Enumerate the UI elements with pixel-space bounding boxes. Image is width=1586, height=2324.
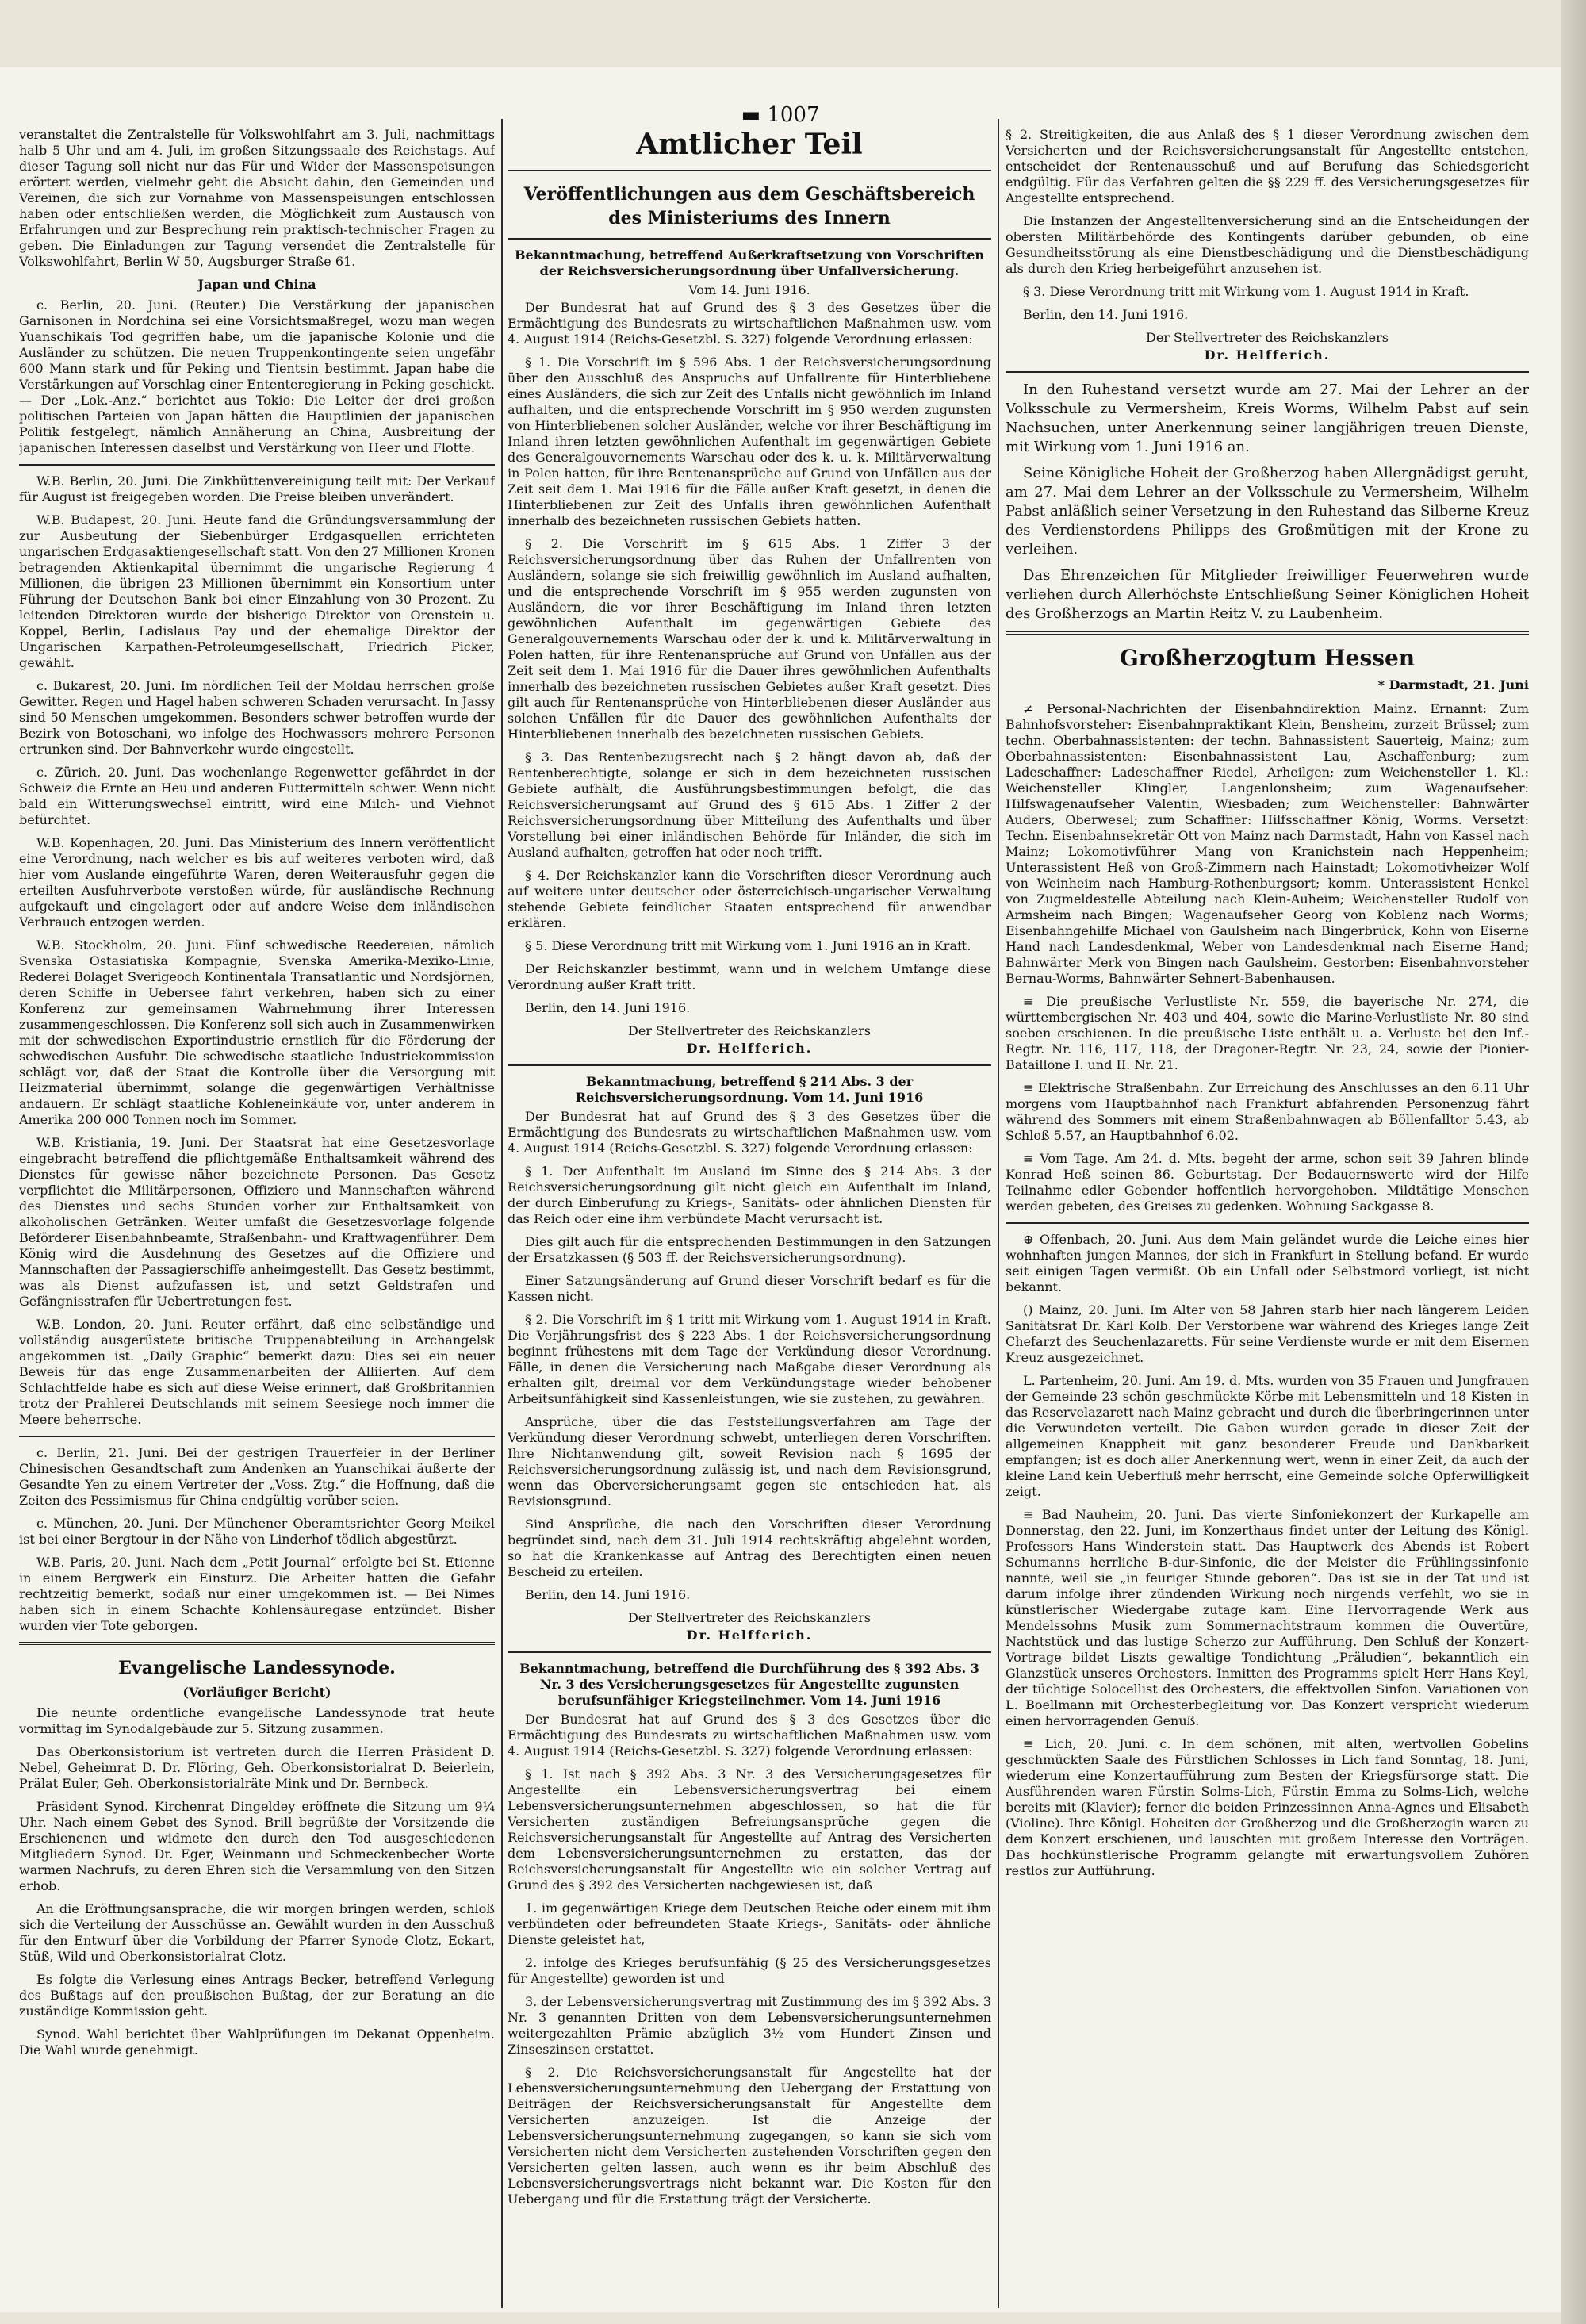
notice-title: Bekanntmachung, betreffend § 214 Abs. 3 der Reichsversicherungsordnung. Vom 14. Juni 1916: [575, 1074, 924, 1105]
notice-paragraph: § 5. Diese Verordnung tritt mit Wirkung vom 1. Juni 1916 an in Kraft.: [525, 938, 971, 953]
article-paragraph: c. Berlin, 21. Juni. Bei der gestrigen Trauerfeier in der Berliner Chinesischen Gesandtschaft zum Andenken an Yuanschikai äußerte der Gesandte Yen zu einem Vertreter der „Voss. Ztg.“ die Hoffnung, daß die Zeiten des Pessimismus für China endgültig vorüber seien.: [19, 1445, 495, 1508]
article-paragraph: Das Oberkonsistorium ist vertreten durch die Herren Präsident D. Nebel, Geheimrat D. Dr. Flöring, Geh. Oberkonsistorialrat D. Beierlein, Prälat Euler, Geh. Oberkonsistorialräte Mink und Dr. Bernbeck.: [19, 1744, 495, 1791]
column-right: [1006, 127, 1529, 2300]
article-paragraph: Die neunte ordentliche evangelische Landessynode trat heute vormittag im Synodalgebäude zur 5. Sitzung zusammen.: [19, 1705, 495, 1736]
notice-paragraph: Der Reichskanzler bestimmt, wann und in welchem Umfange diese Verordnung außer Kraft tritt.: [508, 961, 991, 992]
article-paragraph: ⊕ Offenbach, 20. Juni. Aus dem Main geländet wurde die Leiche eines hier wohnhaften jungen Mannes, der sich in Frankfurt in Stellung befand. Er wurde seit einigen Tagen vermißt. Ob ein Unfall oder Selbstmord vorliegt, ist nicht bekannt.: [1006, 1232, 1529, 1294]
double-divider: [19, 1642, 495, 1645]
article-paragraph: In den Ruhestand versetzt wurde am 27. Mai der Lehrer an der Volksschule zu Vermersheim, Kreis Worms, Wilhelm Pabst auf sein Nachsuchen, unter Anerkennung seiner langjährigen treuen Dienste, mit Wirkung vom 1. Juni 1916 an.: [1006, 382, 1529, 455]
notice-paragraph: § 2. Die Reichsversicherungsanstalt für Angestellte hat der Lebensversicherungsunternehmung den Uebergang der Erstattung von Beiträgen der Reichsversicherungsanstalt für Angestellte dem Versicherten anzuzeigen. Ist die Anzeige der Lebensversicherungsunternehmung zugegangen, so kann sie sich vom Versicherten nicht dem Versicherten zustehenden Vorschriften gegen den Versicherten gelten lassen, auch wenn es ihr beim Abschluß des Lebensversicherungsvertrags nicht bekannt war. Die Kosten für den Uebergang und für die Erstattung trägt der Versicherte.: [508, 2065, 991, 2207]
notice-paragraph: Der Bundesrat hat auf Grund des § 3 des Gesetzes über die Ermächtigung des Bundesrats zu wirtschaftlichen Maßnahmen usw. vom 4. August 1914 (Reichs-Gesetzbl. S. 327) folgende Verordnung erlassen:: [508, 1109, 991, 1156]
article-paragraph: veranstaltet die Zentralstelle für Volkswohlfahrt am 3. Juli, nachmittags halb 5 Uhr und am 4. Juli, im großen Sitzungssaale des Reichstags. Auf dieser Tagung soll nicht nur das Für und Wider der Massenspeisungen erörtert werden, vielmehr geht die Absicht dahin, den Gemeinden und Vereinen, die sich zur Vornahme von Massenspeisungen entschlossen haben oder entschließen werden, die Möglichkeit zum Austausch von Erfahrungen und zur Besprechung rein praktisch-technischer Fragen zu geben. Die Einladungen zur Tagung versendet die Zentralstelle für Volkswohlfahrt, Berlin W 50, Augsburger Straße 61.: [19, 127, 495, 269]
column-left: [19, 127, 495, 2300]
page-number: ▬ 1007: [741, 103, 820, 127]
notice-paragraph: Dies gilt auch für die entsprechenden Bestimmungen in den Satzungen der Ersatzkassen (§ 503 ff. der Reichsversicherungsordnung).: [508, 1234, 991, 1265]
article-paragraph: ≡ Bad Nauheim, 20. Juni. Das vierte Sinfoniekonzert der Kurkapelle am Donnerstag, den 22. Juni, im Konzerthaus findet unter der Leitung des Königl. Professors Hans Winderstein statt. Das Hauptwerk des Abends ist Robert Schumanns herrliche B-dur-Sinfonie, die der Meister die Frühlingssinfonie nannte, weil sie „in feuriger Stunde geboren“. Das ist sie in der Tat und ist darum infolge ihrer zündenden Wirkung noch nirgends verfehlt, wo sie in künstlerischer Wiedergabe zutage kam. Eine Hervorragende Werk aus Mendelssohns Musik zum Sommernachtstraum kommen die Ouvertüre, Nachtstück und das lustige Scherzo zur Aufführung. Den Schluß der Konzert-Vortrage bildet Liszts gewaltige Tondichtung „Präludien“, bekanntlich ein Glanzstück unseres Orchesters. Inmitten des Programms spielt Herr Hans Keyl, der tüchtige Solocellist des Orchesters, die effektvollen Sinfon. Variationen von L. Boellmann mit Orchesterbegleitung vor. Das Konzert verspricht wiederum einen hervorragenden Genuß.: [1006, 1507, 1529, 1728]
article-paragraph: Seine Königliche Hoheit der Großherzog haben Allergnädigst geruht, am 27. Mai dem Lehrer an der Volksschule zu Vermersheim, Wilhelm Pabst anläßlich seiner Versetzung in den Ruhestand das Silberne Kreuz des Verdienstordens Philipps des Großmütigen mit der Krone zu verleihen.: [1006, 465, 1529, 558]
section-heading-japan-china: Japan und China: [197, 277, 316, 292]
article-paragraph: c. Berlin, 20. Juni. (Reuter.) Die Verstärkung der japanischen Garnisonen in Nordchina sei eine Vorsichtsmaßregel, wozu man wegen Yuanschikais Tod gegriffen habe, um die japanische Kolonie und die Ausländer zu schützen. Die neuen Truppenkontingente seien ungefähr 600 Mann stark und für Peking und Tientsin bestimmt. Japan habe die Verstärkungen auf Vorschlag einer Ententeregierung in Peking geschickt. — Der „Lok.-Anz.“ berichtet aus Tokio: Die Leiter der drei großen politischen Parteien von Japan hätten die Hauptlinien der japanischen Politik festgelegt, nämlich Annäherung an China, Ausbreitung der japanischen Interessen daselbst und Verstärkung von Heer und Flotte.: [19, 297, 495, 455]
article-paragraph: ≠ Personal-Nachrichten der Eisenbahndirektion Mainz. Ernannt: Zum Bahnhofsvorsteher: Eisenbahnpraktikant Klein, Bensheim, zurzeit Brüssel; zum techn. Oberbahnassistenten: der techn. Bahnassistent Sauerteig, Mainz; zum Oberbahnassistenten: Eisenbahnassistent Lau, Aschaffenburg; zum Ladeschaffner: Ladeschaffner Riedel, Arheilgen; zum Weichensteller 1. Kl.: Weichensteller Klingler, Langenlonsheim; zum Wagenaufseher: Hilfswagenaufseher Valentin, Wiesbaden; zum Weichensteller: Bahnwärter Auders, Oberwesel; zum Schaffner: Hilfsschaffner König, Worms. Versetzt: Techn. Eisenbahnsekretär Ott von Mainz nach Darmstadt, Hahn von Kassel nach Mainz; Lokomotivführer Mang von Kranichstein nach Heppenheim; Unterassistent Heß von Groß-Zimmern nach Hainstadt; Lokomotivheizer Wolf von Weinheim nach Hamburg-Rothenburgsort; komm. Unterassistent Henkel von Zugmeldestelle Abteilung nach Klein-Auheim; Weichensteller Rudolf von Armsheim nach Bingen; Wagenaufseher Georg von Koblenz nach Worms; Eisenbahngehilfe Michael von Gaulsheim nach Bingerbrück, Kohn von Eiserne Hand nach Landesdenkmal, Weber von Landesdenkmal nach Eiserne Hand; Bahnwärter Merk von Bingen nach Gaulsheim. Gestorben: Eisenbahnvorsteher Bernau-Worms, Bahnwärter Sehnert-Babenhausen.: [1006, 701, 1529, 986]
article-paragraph: W.B. Kristiania, 19. Juni. Der Staatsrat hat eine Gesetzesvorlage eingebracht betreffend die pflichtgemäße Enthaltsamkeit während des Dienstes für gewisse näher bezeichnete Personen. Das Gesetz verpflichtet die Militärpersonen, Offiziere und Mannschaften während des Dienstes und sechs Stunden vorher zur Enthaltsamkeit von alkoholischen Getränken. Weiter umfaßt die Gesetzesvorlage folgende Beförderer Eisenbahnbeamte, Straßenbahn- und Kraftwagenführer. Dem König wird die Ausdehnung des Gesetzes auf die Offiziere und Mannschaften der Passagierschiffe anheimgestellt. Das Gesetz bestimmt, was als Dienst aufzufassen ist, und setzt Geldstrafen und Gefängnisstrafen für Uebertretungen fest.: [19, 1135, 495, 1309]
section-subheading: (Vorläufiger Bericht): [182, 1685, 331, 1700]
notice-paragraph: § 2. Streitigkeiten, die aus Anlaß des § 1 dieser Verordnung zwischen dem Versicherten und der Reichsversicherungsanstalt für Angestellte entstehen, entscheidet der Rentenausschuß und auf Berufung das Schiedsgericht endgültig. Für das Verfahren gelten die §§ 229 ff. des Versicherungsgesetzes für Angestellte entsprechend.: [1006, 127, 1529, 205]
divider: [19, 1436, 495, 1437]
column-rule-left: [501, 119, 503, 2308]
notice-place-date: Berlin, den 14. Juni 1916.: [1023, 307, 1189, 322]
section-heading-amtlicher-teil: Amtlicher Teil: [636, 128, 863, 161]
divider: [1006, 371, 1529, 373]
article-paragraph: W.B. Berlin, 20. Juni. Die Zinkhüttenvereinigung teilt mit: Der Verkauf für August ist freigegeben worden. Die Preise bleiben unverändert.: [19, 474, 495, 504]
divider: [1006, 1222, 1529, 1224]
article-paragraph: () Mainz, 20. Juni. Im Alter von 58 Jahren starb hier nach längerem Leiden Sanitätsrat Dr. Karl Kolb. Der Verstorbene war während des Krieges lange Zeit Chefarzt des Seuchenlazaretts. Für seine Verdienste wurde er mit dem Eisernen Kreuz ausgezeichnet.: [1006, 1302, 1529, 1365]
notice-title: Bekanntmachung, betreffend Außerkraftsetzung von Vorschriften der Reichsversicherungsordnung über Unfallversicherung.: [515, 247, 984, 278]
article-paragraph: Präsident Synod. Kirchenrat Dingeldey eröffnete die Sitzung um 9¼ Uhr. Nach einem Gebet des Synod. Brill begrüßte der Vorsitzende die Erschienenen und widmete den durch den Tod ausgeschiedenen Mitgliedern Synod. Dr. Eger, Weinmann und Schmeckenbecher Worte warmen Nachrufs, zu deren Ehren sich die Versammlung von den Sitzen erhob.: [19, 1799, 495, 1893]
notice-paragraph: § 3. Diese Verordnung tritt mit Wirkung vom 1. August 1914 in Kraft.: [1023, 284, 1469, 299]
divider: [508, 170, 991, 171]
notice-paragraph: 2. infolge des Krieges berufsunfähig (§ 25 des Versicherungsgesetzes für Angestellte) geworden ist und: [508, 1955, 991, 1986]
article-paragraph: Es folgte die Verlesung eines Antrags Becker, betreffend Verlegung des Bußtags auf den preußischen Bußtag, der zur Beratung an die zuständige Kommission geht.: [19, 1972, 495, 2019]
divider: [19, 464, 495, 466]
notice-paragraph: 1. im gegenwärtigen Kriege dem Deutschen Reiche oder einem mit ihm verbündeten oder befreundeten Staate Kriegs-, Sanitäts- oder ähnliche Dienste geleistet hat,: [508, 1900, 991, 1947]
double-divider: [1006, 631, 1529, 635]
notice-paragraph: § 1. Die Vorschrift im § 596 Abs. 1 der Reichsversicherungsordnung über den Ausschluß des Anspruchs auf Unfallrente für Hinterbliebene eines Ausländers, die sich zur Zeit des Unfalls nicht gewöhnlich im Inland aufhalten, und die entsprechende Vorschrift im § 950 werden zugunsten von Hinterbliebenen solcher Ausländer, welche vor ihrer Beschäftigung im Inland ihren letzten gewöhnlichen Aufenthalt im gegenwärtigen Gebiete des Generalgouvernements Warschau oder des k. u. k. Militärverwaltung in Polen hatten, für ihre Rentenansprüche auf Grund von Unfällen aus der Zeit seit dem 1. Mai 1916 für die Fälle außer Kraft gesetzt, in denen die Hinterbliebenen zur Zeit des Unfalls ihren gewöhnlichen Aufenthalt innerhalb des bezeichneten russischen Gebiets hatten.: [508, 355, 991, 528]
article-paragraph: W.B. Budapest, 20. Juni. Heute fand die Gründungsversammlung der zur Ausbeutung der Siebenbürger Erdgasquellen errichteten ungarischen Erdgasaktiengesellschaft statt. Von den 27 Millionen Kronen betragenden Aktienkapital übernimmt die ungarische Regierung 4 Millionen, die übrigen 23 Millionen übernimmt ein Konsortium unter Führung der Deutschen Bank bei einer Einzahlung von 30 Prozent. Zu leitenden Direktoren wurde der bisherige Direktor von Orenstein u. Koppel, Berlin, Ladislaus Pay und der ehemalige Direktor der Ungarischen Karpathen-Petroleumgesellschaft, Friedrich Picker, gewählt.: [19, 512, 495, 670]
column-middle: [508, 127, 991, 2300]
dateline: * Darmstadt, 21. Juni: [1377, 677, 1529, 692]
divider: [508, 1064, 991, 1066]
notice-place-date: Berlin, den 14. Juni 1916.: [525, 1000, 691, 1015]
section-heading-landessynode: Evangelische Landessynode.: [118, 1658, 396, 1678]
article-paragraph: Synod. Wahl berichtet über Wahlprüfungen im Dekanat Oppenheim. Die Wahl wurde genehmigt.: [19, 2027, 495, 2057]
notice-paragraph: § 2. Die Vorschrift im § 615 Abs. 1 Ziffer 3 der Reichsversicherungsordnung über das Ruhen der Unfallrenten von Ausländern, solange sie sich freiwillig gewöhnlich im Ausland aufhalten, und die entsprechende Vorschrift im § 955 werden zugunsten von Ausländern, die vor ihrer Beschäftigung im Inland ihren letzten gewöhnlichen Aufenthalt im gegenwärtigen Gebiete des Generalgouvernements Warschau oder der k. und k. Militärverwaltung in Polen hatten, für ihre Rentenansprüche auf Grund von Unfällen aus der Zeit seit dem 1. Mai 1916 für die Dauer ihres gewöhnlichen Aufenthalts innerhalb des bezeichneten russischen Gebietes außer Kraft gesetzt. Dies gilt auch für Rentenansprüche von Hinterbliebenen dieser Ausländer aus solchen Unfällen für die Dauer des gewöhnlichen Aufenthalts der Hinterbliebenen innerhalb des bezeichneten russischen Gebiets.: [508, 536, 991, 742]
column-rule-right: [998, 119, 999, 2308]
notice-place-date: Berlin, den 14. Juni 1916.: [525, 1587, 691, 1602]
article-paragraph: W.B. Paris, 20. Juni. Nach dem „Petit Journal“ erfolgte bei St. Etienne in einem Bergwerk ein Einsturz. Die Arbeiter hatten die Gefahr rechtzeitig bemerkt, sodaß nur einer umgekommen ist. — Bei Nimes haben sich in einem Schachte Kohlensäuregase entzündet. Bisher wurden vier Tote geborgen.: [19, 1555, 495, 1633]
notice-paragraph: Ansprüche, über die das Feststellungsverfahren am Tage der Verkündung dieser Verordnung schwebt, unterliegen deren Vorschriften. Ihre Nichtanwendung gilt, soweit Revision nach § 1695 der Reichsversicherungsordnung zulässig ist, und nach dem Revisionsgrund, wenn das Oberversicherungsamt gegen sie entschieden hat, als Revisionsgrund.: [508, 1414, 991, 1509]
notice-paragraph: Der Bundesrat hat auf Grund des § 3 des Gesetzes über die Ermächtigung des Bundesrats zu wirtschaftlichen Maßnahmen usw. vom 4. August 1914 (Reichs-Gesetzbl. S. 327) folgende Verordnung erlassen:: [508, 1712, 991, 1758]
notice-paragraph: § 1. Der Aufenthalt im Ausland im Sinne des § 214 Abs. 3 der Reichsversicherungsordnung gilt nicht gleich ein Aufenthalt im Inland, der durch Einberufung zu Kriegs-, Sanitäts- oder ähnlichen Diensten für das Reich oder eine ihm verbündete Macht verursacht ist.: [508, 1164, 991, 1226]
article-paragraph: ≡ Vom Tage. Am 24. d. Mts. begeht der arme, schon seit 39 Jahren blinde Konrad Heß seinen 86. Geburtstag. Der Bedauernswerte wird der Hilfe Teilnahme edler Gebender hoffentlich hervorgehoben. Mildtätige Menschen werden gebeten, des Greises zu gedenken. Wohnung Sackgasse 8.: [1006, 1151, 1529, 1214]
article-paragraph: ≡ Lich, 20. Juni. c. In dem schönen, mit alten, wertvollen Gobelins geschmückten Saale des Fürstlichen Schlosses in Lich fand Sonntag, 18. Juni, wiederum eine Konzertaufführung zum Besten der Kriegsfürsorge statt. Die Ausführenden waren Fürstin Solms-Lich, Fürstin Emma zu Solms-Lich, welche bereits mit (Klavier); ferner die beiden Prinzessinnen Anna-Agnes und Elisabeth (Violine). Ihre Königl. Hoheiten der Großherzog und die Großherzogin waren zu dem Konzert erschienen, und lauschten mit großem Interesse den Vorträgen. Das hochkünstlerische Programm gelangte mit erwartungsvollem Zuhören restlos zur Aufführung.: [1006, 1736, 1529, 1878]
notice-paragraph: § 3. Das Rentenbezugsrecht nach § 2 hängt davon ab, daß der Rentenberechtigte, solange er sich in dem bezeichneten russischen Gebiete aufhält, die Ausführungsbestimmungen befolgt, die das Reichsversicherungsamt auf Grund des § 615 Abs. 1 Ziffer 2 der Reichsversicherungsordnung über Mitteilung des Aufenthalts und über Vorstellung bei einer inländischen Behörde für Inländer, die sich im Ausland aufhalten, getroffen hat oder noch trifft.: [508, 750, 991, 860]
section-heading-veroeffentlichungen: Veröffentlichungen aus dem Geschäftsbereich des Ministeriums des Innern: [523, 184, 975, 228]
signature-name: Dr. Helfferich.: [686, 1041, 813, 1056]
article-paragraph: ≡ Elektrische Straßenbahn. Zur Erreichung des Anschlusses an den 6.11 Uhr morgens vom Hauptbahnhof nach Frankfurt abfahrenden Personenzug fährt während des Sommers mit einem Straßenbahnwagen ab Böllenfalltor 5.43, ab Schloß 5.57, an Hauptbahnhof 6.02.: [1006, 1080, 1529, 1143]
notice-paragraph: Sind Ansprüche, die nach den Vorschriften dieser Verordnung begründet sind, nach dem 31. Juli 1914 rechtskräftig abgelehnt worden, so hat die Krankenkasse auf Antrag des Berechtigten einen neuen Bescheid zu erteilen.: [508, 1517, 991, 1579]
notice-paragraph: § 2. Die Vorschrift im § 1 tritt mit Wirkung vom 1. August 1914 in Kraft. Die Verjährungsfrist des § 223 Abs. 1 der Reichsversicherungsordnung beginnt frühestens mit dem Tage der Verkündung dieser Verordnung. Fälle, in denen die Versicherung nach Maßgabe dieser Verordnung als erhalten gilt, dreimal vor dem Verkündungstage wieder behobener Arbeitsunfähigkeit sind Kassenleistungen, wie sie zustehen, zu gewähren.: [508, 1312, 991, 1406]
article-paragraph: An die Eröffnungsansprache, die wir morgen bringen werden, schloß sich die Verteilung der Ausschüsse an. Gewählt wurden in den Ausschuß für den Entwurf über die Vorbildung der Pfarrer Synode Clotz, Eckart, Stüß, Wild und Oberkonsistorialrat Clotz.: [19, 1901, 495, 1964]
notice-paragraph: Einer Satzungsänderung auf Grund dieser Vorschrift bedarf es für die Kassen nicht.: [508, 1273, 991, 1304]
notice-date: Vom 14. Juni 1916.: [688, 282, 810, 297]
article-paragraph: c. München, 20. Juni. Der Münchener Oberamtsrichter Georg Meikel ist bei einer Bergtour in der Nähe von Linderhof tödlich abgestürzt.: [19, 1516, 495, 1547]
divider: [508, 238, 991, 240]
signature-name: Dr. Helfferich.: [1204, 347, 1331, 362]
article-paragraph: c. Zürich, 20. Juni. Das wochenlange Regenwetter gefährdet in der Schweiz die Ernte an Heu und anderen Futtermitteln schwer. Wenn nicht bald ein Witterungswechsel eintritt, wird eine Milch- und Viehnot befürchtet.: [19, 765, 495, 827]
signature-title: Der Stellvertreter des Reichskanzlers: [628, 1023, 871, 1038]
article-paragraph: W.B. London, 20. Juni. Reuter erfährt, daß eine selbständige und vollständig ausgerüstete britische Truppenabteilung in Archangelsk angekommen ist. „Daily Graphic“ bemerkt dazu: Dies sei ein neuer Beweis für das enge Zusammenarbeiten der Alliierten. Auf dem Schlachtfelde habe es sich auf diese Weise erinnert, daß Großbritannien trotz der Prahlerei Deutschlands mit seinem Seesiege noch immer die Meere beherrsche.: [19, 1317, 495, 1427]
notice-paragraph: § 4. Der Reichskanzler kann die Vorschriften dieser Verordnung auch auf weitere unter deutscher oder österreichisch-ungarischer Verwaltung stehende Gebiete feindlicher Staaten entsprechend für anwendbar erklären.: [508, 868, 991, 930]
section-heading-hessen: Großherzogtum Hessen: [1119, 645, 1416, 671]
signature-title: Der Stellvertreter des Reichskanzlers: [1146, 330, 1389, 345]
notice-paragraph: 3. der Lebensversicherungsvertrag mit Zustimmung des im § 392 Abs. 3 Nr. 3 genannten Dritten von dem Lebensversicherungsunternehmen weitergezahlten Prämie abzüglich 3½ vom Hundert Zinsen und Zinseszinsen erstattet.: [508, 1994, 991, 2057]
notice-title: Bekanntmachung, betreffend die Durchführung des § 392 Abs. 3 Nr. 3 des Versicherungsgesetzes für Angestellte zugunsten berufsunfähiger Kriegsteilnehmer. Vom 14. Juni 1916: [519, 1661, 979, 1708]
notice-paragraph: Der Bundesrat hat auf Grund des § 3 des Gesetzes über die Ermächtigung des Bundesrats zu wirtschaftlichen Maßnahmen usw. vom 4. August 1914 (Reichs-Gesetzbl. S. 327) folgende Verordnung erlassen:: [508, 300, 991, 347]
notice-paragraph: § 1. Ist nach § 392 Abs. 3 Nr. 3 des Versicherungsgesetzes für Angestellte ein Lebensversicherungsvertrag bei einem Lebensversicherungsunternehmen abgeschlossen, so hat die für Versicherten zuständigen Befreiungsansprüche gegen die Reichsversicherungsanstalt für Angestellte auf Antrag des Versicherten dem Lebensversicherungsunternehmen zu erstatten, das der Reichsversicherungsanstalt für Angestellte wie ein solcher Vertrag auf Grund des § 392 des Versicherten nachgewiesen ist, daß: [508, 1766, 991, 1893]
article-paragraph: W.B. Kopenhagen, 20. Juni. Das Ministerium des Innern veröffentlicht eine Verordnung, nach welcher es bis auf weiteres verboten wird, daß hier vom Auslande eingeführte Waren, deren Weiterausfuhr gegen die erteilten Ausfuhrverbote verstoßen würde, für ausländische Rechnung aufgekauft und eingelagert oder auf andere Weise dem inländischen Verbrauch entzogen werden.: [19, 835, 495, 930]
article-paragraph: c. Bukarest, 20. Juni. Im nördlichen Teil der Moldau herrschen große Gewitter. Regen und Hagel haben schweren Schaden verursacht. In Jassy sind 50 Menschen umgekommen. Besonders schwer betroffen wurde der Bezirk von Botoschani, wo infolge des Hochwassers mehrere Personen ertrunken sind. Der Bahnverkehr wurde eingestellt.: [19, 678, 495, 757]
signature-title: Der Stellvertreter des Reichskanzlers: [628, 1610, 871, 1625]
notice-paragraph: Die Instanzen der Angestelltenversicherung sind an die Entscheidungen der obersten Militärbehörde des Kontingents darüber gebunden, ob eine Gesundheitsstörung als eine Dienstbeschädigung und die Dienstbeschädigung als durch den Krieg herbeigeführt anzusehen ist.: [1006, 213, 1529, 276]
article-paragraph: W.B. Stockholm, 20. Juni. Fünf schwedische Reedereien, nämlich Svenska Ostasiatiska Kompagnie, Svenska Amerika-Mexiko-Linie, Rederei Bolaget Sverigeoch Kontinentala Transatlantic und Nordsjörnen, deren Schiffe in Uebersee fahrt verkehren, haben sich zu einer Konferenz zur gemeinsamen Wahrnehmung ihrer Interessen zusammengeschlossen. Die Konferenz soll sich auch in Zusammenwirken mit der schwedischen Exportindustrie ernstlich für die Förderung der schwedischen Ausfuhr. Die schwedische staatliche Industriekommission schlägt vor, daß der Staat die Kontrolle über die Versorgung mit Heizmaterial übernimmt, solange die gegenwärtigen Verhältnisse andauern. Er schlägt staatliche Kohleneinkäufe vor, unter anderem in Amerika 200 000 Tonnen noch im Sommer.: [19, 938, 495, 1127]
article-paragraph: Das Ehrenzeichen für Mitglieder freiwilliger Feuerwehren wurde verliehen durch Allerhöchste Entschließung Seiner Königlichen Hoheit des Großherzogs an Martin Reitz V. zu Laubenheim.: [1006, 567, 1529, 622]
divider: [508, 1651, 991, 1653]
signature-name: Dr. Helfferich.: [686, 1628, 813, 1643]
article-paragraph: L. Partenheim, 20. Juni. Am 19. d. Mts. wurden von 35 Frauen und Jungfrauen der Gemeinde 23 schön geschmückte Körbe mit Lebensmitteln und 18 Kisten in das Reservelazarett nach Mainz gebracht und durch die überbringerinnen unter die Verwundeten verteilt. Die Gaben wurden gerade in dieser Zeit der allgemeinen Knappheit mit ganz besonderer Freude und Dankbarkeit empfangen; ist es doch aller Anerkennung wert, wenn in einer Zeit, da auch der kleine Land kein Ueberfluß mehr herrscht, eine Gemeinde solche Opferwilligkeit zeigt.: [1006, 1373, 1529, 1499]
article-paragraph: ≡ Die preußische Verlustliste Nr. 559, die bayerische Nr. 274, die württembergischen Nr. 403 und 404, sowie die Marine-Verlustliste Nr. 80 sind soeben erschienen. In die preußische Liste enthält u. a. Verluste bei den Inf.-Regtr. Nr. 116, 117, 118, der Dragoner-Regtr. Nr. 23, 24, sowie der Pionier-Bataillone I. und II. Nr. 21.: [1006, 994, 1529, 1072]
page-edge: [1561, 0, 1586, 2324]
